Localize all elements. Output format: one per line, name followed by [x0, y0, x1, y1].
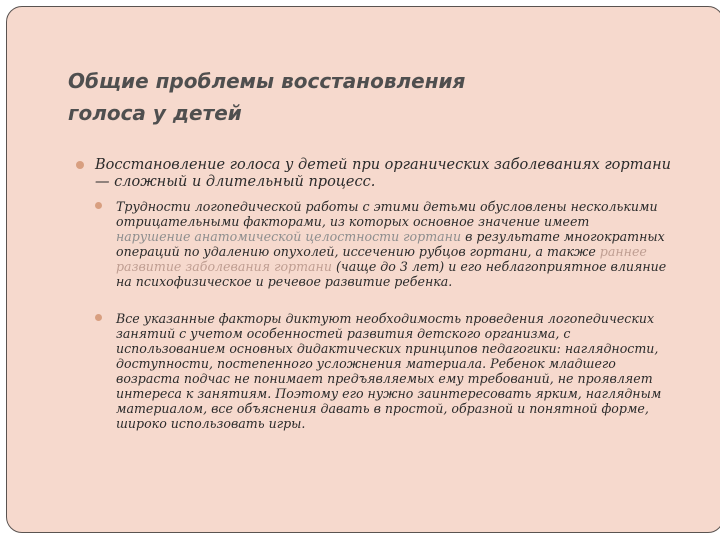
bullet-dot-icon	[95, 314, 102, 321]
l2a-line-2: отрицательными факторами, из которых основное значение имеет	[116, 214, 590, 229]
bullet-dot-icon	[76, 161, 84, 169]
bullet-level2-first	[95, 199, 720, 289]
l2a-line-1: Трудности логопедической работы с этими детьми обусловлены несколькими	[116, 199, 658, 214]
l2b-line-5: возраста подчас не понимает предъявляемых ему требований, не проявляет	[116, 371, 653, 386]
l2b-line-3: использованием основных дидактических принципов педагогики: наглядности,	[116, 341, 659, 356]
l2b-line-4: доступности, постепенного усложнения материала. Ребенок младшего	[116, 356, 616, 371]
l2a-line-3-rest: в результате многократных	[461, 229, 665, 244]
level1-line-1: Восстановление голоса у детей при органических заболеваниях гортани	[95, 157, 671, 173]
l2a-line-5-accent: развитие заболевания гортани	[116, 259, 332, 274]
l2b-line-1: Все указанные факторы диктуют необходимость проведения логопедических	[116, 311, 655, 326]
slide-title	[68, 65, 628, 129]
l2a-line-3-muted: нарушение анатомической целостности гортани	[116, 229, 462, 244]
bullet-dot-icon	[95, 202, 102, 209]
slide	[6, 6, 720, 533]
l2a-line-4: операций по удалению опухолей, иссечению рубцов гортани, а также	[116, 244, 600, 259]
title-line-1: Общие проблемы восстановления	[68, 69, 466, 93]
level1-line-2: — сложный и длительный процесс.	[95, 174, 376, 190]
title-line-2: голоса у детей	[68, 101, 242, 125]
l2b-line-8: широко использовать игры.	[116, 416, 306, 431]
bullet-level2-second	[95, 311, 720, 431]
l2b-line-7: материалом, все объяснения давать в простой, образной и понятной форме,	[116, 401, 649, 416]
l2a-line-5-rest: (чаще до 3 лет) и его неблагоприятное влияние	[331, 259, 667, 274]
l2b-line-6: интереса к занятиям. Поэтому его нужно заинтересовать ярким, наглядным	[116, 386, 662, 401]
l2a-line-6: на психофизическое и речевое развитие ребенка.	[116, 274, 453, 289]
bullet-level1	[76, 157, 720, 191]
l2a-line-4-accent: раннее	[599, 244, 647, 259]
l2b-line-2: занятий с учетом особенностей развития детского организма, с	[116, 326, 571, 341]
slide-content	[76, 157, 720, 450]
